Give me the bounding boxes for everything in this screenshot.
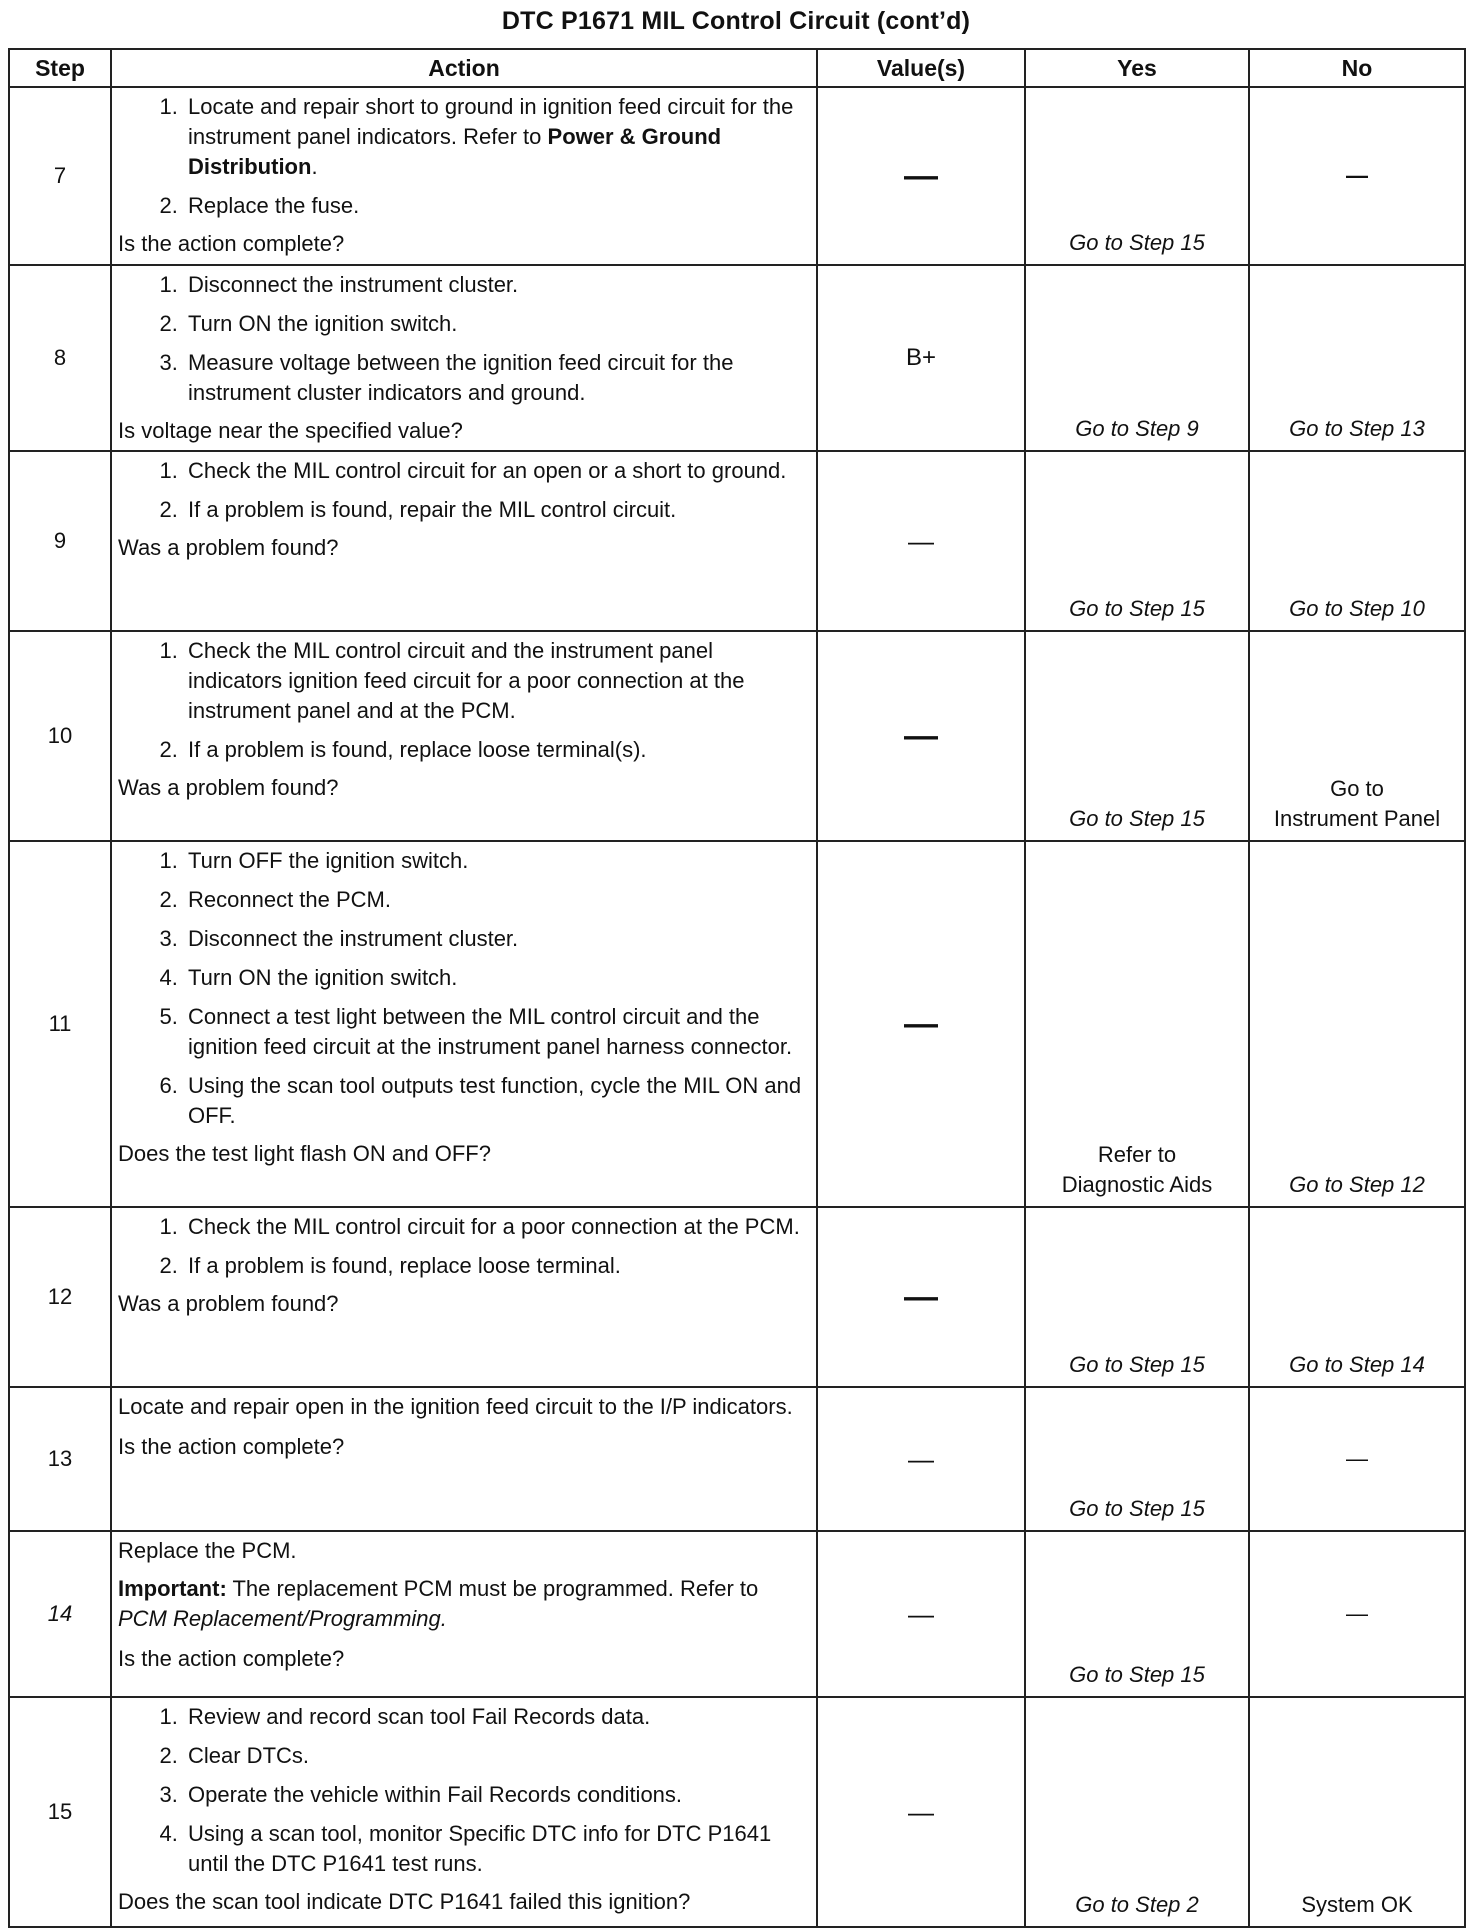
yes-result: Go to Step 15	[1025, 1531, 1249, 1697]
action-text: Replace the PCM.	[118, 1538, 297, 1563]
action-item: 3. Measure voltage between the ignition feed circuit for the instrument cluster indicators and ground.	[184, 348, 810, 408]
value-cell: —	[817, 1207, 1025, 1387]
action-item: 4. Turn ON the ignition switch.	[184, 963, 810, 993]
action-cell	[111, 265, 817, 451]
yes-result: Go to Step 15	[1025, 87, 1249, 265]
action-steps	[118, 270, 810, 408]
action-cell	[111, 1697, 817, 1927]
action-item: 2. If a problem is found, repair the MIL control circuit.	[184, 495, 810, 525]
table-row	[9, 841, 1465, 1207]
action-item: 2. Clear DTCs.	[184, 1741, 810, 1771]
step-number: 10	[9, 631, 111, 841]
no-result: Go to Step 13	[1249, 265, 1465, 451]
step-number: 15	[9, 1697, 111, 1927]
action-item: 3. Operate the vehicle within Fail Records conditions.	[184, 1780, 810, 1810]
value-cell: B+	[817, 265, 1025, 451]
reference-link: Power & Ground Distribution	[188, 124, 722, 179]
action-steps	[118, 636, 810, 765]
step-number: 11	[9, 841, 111, 1207]
action-item: 2. If a problem is found, replace loose terminal(s).	[184, 735, 810, 765]
table-row	[9, 1697, 1465, 1927]
table-row	[9, 87, 1465, 265]
action-steps	[118, 92, 810, 221]
step-number: 13	[9, 1387, 111, 1531]
table-row	[9, 631, 1465, 841]
action-question: Is the action complete?	[118, 1434, 345, 1459]
no-result: —	[1249, 1387, 1465, 1531]
yes-result-line: Diagnostic Aids	[1061, 1172, 1213, 1197]
action-item: 1. Check the MIL control circuit and the instrument panel indicators ignition feed circuit for a poor connection at the instrument panel and at the PCM.	[184, 636, 810, 726]
action-item: 4. Using a scan tool, monitor Specific DTC info for DTC P1641 until the DTC P1641 test runs.	[184, 1819, 810, 1879]
action-item: 1. Check the MIL control circuit for a poor connection at the PCM.	[184, 1212, 810, 1242]
action-question: Was a problem found?	[118, 1291, 339, 1316]
yes-result: Go to Step 15	[1025, 1387, 1249, 1531]
action-item: 2. Turn ON the ignition switch.	[184, 309, 810, 339]
action-item: 2. Reconnect the PCM.	[184, 885, 810, 915]
no-result: —	[1249, 1531, 1465, 1697]
step-number: 14	[9, 1531, 111, 1697]
step-number: 12	[9, 1207, 111, 1387]
value-cell: —	[817, 841, 1025, 1207]
value-cell: —	[817, 87, 1025, 265]
value-cell: —	[817, 451, 1025, 631]
table-row	[9, 1207, 1465, 1387]
action-cell	[111, 1531, 817, 1697]
table-row	[9, 265, 1465, 451]
action-steps	[118, 1212, 810, 1281]
action-item: 1. Check the MIL control circuit for an open or a short to ground.	[184, 456, 810, 486]
no-result-line: Go to	[1330, 776, 1384, 801]
action-item: 3. Disconnect the instrument cluster.	[184, 924, 810, 954]
no-result: —	[1249, 87, 1465, 265]
action-question: Is the action complete?	[118, 231, 345, 256]
action-cell	[111, 87, 817, 265]
action-item: 2. Replace the fuse.	[184, 191, 810, 221]
page-title: DTC P1671 MIL Control Circuit (cont’d)	[501, 7, 971, 35]
no-result	[1249, 631, 1465, 841]
no-result: Go to Step 12	[1249, 841, 1465, 1207]
action-item: 2. If a problem is found, replace loose terminal.	[184, 1251, 810, 1281]
yes-result: Go to Step 2	[1025, 1697, 1249, 1927]
action-item: 1. Locate and repair short to ground in ignition feed circuit for the instrument panel indicators. Refer to Power & Ground Distribution.	[184, 92, 810, 182]
header-step: Step	[9, 49, 111, 87]
yes-result: Go to Step 15	[1025, 451, 1249, 631]
diagnostic-table	[8, 48, 1466, 1928]
action-question: Is the action complete?	[118, 1646, 345, 1671]
action-question: Is voltage near the specified value?	[118, 418, 463, 443]
action-cell	[111, 1387, 817, 1531]
important-note: Important: The replacement PCM must be programmed. Refer to PCM Replacement/Programming.	[118, 1576, 759, 1631]
action-item: 1. Turn OFF the ignition switch.	[184, 846, 810, 876]
important-label: Important:	[118, 1576, 227, 1601]
yes-result	[1025, 841, 1249, 1207]
action-question: Was a problem found?	[118, 535, 339, 560]
header-yes: Yes	[1025, 49, 1249, 87]
step-number: 8	[9, 265, 111, 451]
header-values: Value(s)	[817, 49, 1025, 87]
reference-link: PCM Replacement/Programming.	[118, 1606, 447, 1631]
table-row	[9, 1531, 1465, 1697]
action-steps	[118, 456, 810, 525]
step-number: 9	[9, 451, 111, 631]
action-steps	[118, 846, 810, 1131]
yes-result: Go to Step 9	[1025, 265, 1249, 451]
action-cell	[111, 451, 817, 631]
action-cell	[111, 631, 817, 841]
table-header-row	[9, 49, 1465, 87]
value-cell: —	[817, 631, 1025, 841]
no-result: Go to Step 14	[1249, 1207, 1465, 1387]
step-number: 7	[9, 87, 111, 265]
value-cell: —	[817, 1697, 1025, 1927]
yes-result: Go to Step 15	[1025, 631, 1249, 841]
header-action: Action	[111, 49, 817, 87]
no-result: System OK	[1249, 1697, 1465, 1927]
value-cell: —	[817, 1387, 1025, 1531]
action-steps	[118, 1702, 810, 1879]
action-question: Does the test light flash ON and OFF?	[118, 1141, 491, 1166]
action-text: Locate and repair open in the ignition feed circuit to the I/P indicators.	[118, 1394, 793, 1419]
action-item: 5. Connect a test light between the MIL control circuit and the ignition feed circuit at the instrument panel harness connector.	[184, 1002, 810, 1062]
action-cell	[111, 1207, 817, 1387]
no-result-line: Instrument Panel	[1273, 806, 1441, 831]
action-cell	[111, 841, 817, 1207]
action-item: 1. Review and record scan tool Fail Records data.	[184, 1702, 810, 1732]
header-no: No	[1249, 49, 1465, 87]
yes-result-line: Refer to	[1097, 1142, 1177, 1167]
table-row	[9, 451, 1465, 631]
table-row	[9, 1387, 1465, 1531]
value-cell: —	[817, 1531, 1025, 1697]
no-result: Go to Step 10	[1249, 451, 1465, 631]
yes-result: Go to Step 15	[1025, 1207, 1249, 1387]
action-question: Does the scan tool indicate DTC P1641 failed this ignition?	[118, 1889, 691, 1914]
action-item: 1. Disconnect the instrument cluster.	[184, 270, 810, 300]
action-question: Was a problem found?	[118, 775, 339, 800]
action-item: 6. Using the scan tool outputs test function, cycle the MIL ON and OFF.	[184, 1071, 810, 1131]
